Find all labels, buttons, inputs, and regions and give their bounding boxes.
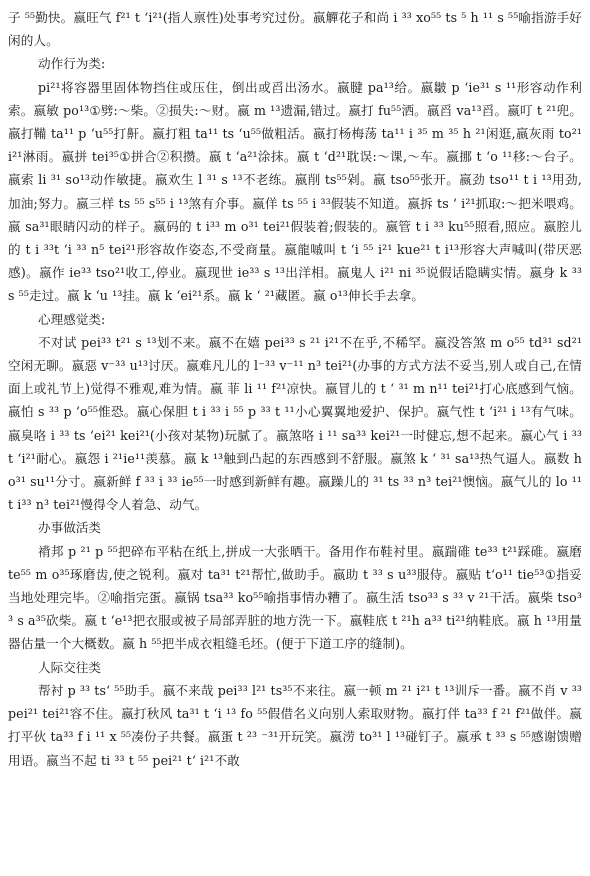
paragraph-actions: pi²¹将容器里固体物挡住或压住，倒出或舀出汤水。嬴腱 pa¹³给。嬴皺 p ‘ie³¹ s ¹¹形容动作利索。嬴敏 po¹³①劈:～柴。②损失:～财。嬴 m ¹³遗漏,错过。嬴打 fu⁵⁵洒。嬴舀 va¹³舀。嬴叮 t ²¹兜。嬴打鞴 ta¹¹ p ‘u⁵⁵打鼾。嬴打粗 ta¹¹ ts ‘u⁵⁵做粗活。嬴打杨梅荡 ta¹¹ i ³⁵ m ³⁵ h ²¹闲逛,嬴灰雨 to²¹ i²¹淋雨。嬴拼 tei³⁵①拼合②积攒。嬴 t ‘a²¹涂抹。嬴 t ‘d²¹耽误:～课,～车。嬴挪 t ‘o ¹¹移:～台子。嬴索 li ³¹ so¹³动作敏捷。嬴欢生 l ³¹ s ¹³不老练。嬴削 ts⁵⁵剁。嬴 tso⁵⁵张开。嬴劲 tso¹¹ t i ¹³用劲,加油;努力。嬴三样 ts ⁵⁵ s⁵⁵ i ¹³煞有介事。嬴佯 ts ⁵⁵ i ³³假装不知道。嬴拆 ts ‘ i²¹抓取:～把米喂鸡。嬴 sa³¹眼睛闪动的样子。嬴码的 t i³³ m o³¹ tei²¹假装着;假装的。嬴管 t i ³³ ku⁵⁵照看,照应。嬴腔儿的 t i ³³t ‘i ³³ n⁵ tei²¹形容故作姿态,不受商量。嬴龍嘁叫 t ‘i ⁵⁵ i²¹ kue²¹ t i¹³形容大声喊叫(带厌恶感)。嬴作 ie³³ tso²¹收工,停业。嬴现世 ie³³ s ¹³出洋相。嬴鬼人 i²¹ ni ³⁵说假话隐瞒实情。嬴身 k ³³ s ⁵⁵走过。嬴 k ‘u ¹³挂。嬴 k ‘ei²¹系。嬴 k ‘ ²¹藏匿。嬴 o¹³伸长手去拿。 bbox=[8, 79, 582, 304]
paragraph-intro: 子 ⁵⁵勤快。嬴旺气 f²¹ t ‘i²¹(指人禀性)处事考究过份。嬴觶花子和尚 i ³³ xo⁵⁵ ts ⁵ h ¹¹ s ⁵⁵喻指游手好闲的人。 bbox=[8, 10, 582, 49]
section-heading-psychology: 心理感觉类: bbox=[38, 311, 106, 327]
section-heading-work: 办事做活类 bbox=[38, 520, 101, 536]
paragraph-work: 褙邦 p ²¹ p ⁵⁵把碎布平粘在纸上,拼成一大张晒干。备用作布鞋衬里。嬴踹碓 te³³ t²¹踩碓。嬴磨 te⁵⁵ m o³⁵琢磨齿,使之锐利。嬴对 ta³¹ t²¹帮忙,做助手。嬴助 t ³³ s u³³服侍。嬴贴 t‘o¹¹ tie⁵³①指妥当地处理完毕。②喻指完蛋。嬴锅 tsa³³ ko⁵⁵喻指事情办糟了。嬴生活 tso³³ s ³³ v ²¹干活。嬴柴 tso³³ s a³⁵砍柴。嬴 t ‘e¹³把衣服或被子局部弄脏的地方洗一下。嬴鞋底 t ²¹h a³³ ti²¹纳鞋底。嬴 h ¹³用量器估量一个大概数。嬴 h ⁵⁵把半成衣粗缝毛坯。(便于下道工序的缝制)。 bbox=[8, 543, 582, 652]
paragraph-social: 帮衬 p ³³ ts‘ ⁵⁵助手。嬴不来哉 pei³³ l²¹ ts³⁵不来往。嬴一顿 m ²¹ i²¹ t ¹³训斥一番。嬴不肖 v ³³ pei²¹ tei²¹容不住。嬴打秋风 ta³¹ t ‘i ¹³ fo ⁵⁵假借名义向别人索取财物。嬴打伴 ta³³ f ²¹ f²¹做伴。嬴打平伙 ta³³ f i ¹¹ x ⁵⁵凑份子共餐。嬴蛋 t ²³ ⁻³¹开玩笑。嬴涝 to³¹ l ¹³碰钉子。嬴承 t ³³ s ⁵⁵感谢馈赠用语。嬴当不起 ti ³³ t ⁵⁵ pei²¹ t‘ i²¹不敢 bbox=[8, 682, 582, 768]
paragraph-psychology: 不对试 pei³³ t²¹ s ¹³划不来。嬴不在嬉 pei³³ s ²¹ i²¹不在乎,不稀罕。嬴没答煞 m o⁵⁵ td³¹ sd²¹空闲无聊。嬴惡 v⁻³³ u¹³讨厌。嬴难凡儿的 l⁻³³ v⁻¹¹ n³ tei²¹(办事的方式方法不妥当,别人或自己,在情面上或礼节上)觉得不雅观,难为情。嬴 菲 li ¹¹ f²¹凉快。嬴冒儿的 t ‘ ³¹ m n¹¹ tei²¹打心底感到气恼。嬴怕 s ³³ p ‘o⁵⁵惟恐。嬴心保胆 t i ³³ i ⁵⁵ p ³³ t ¹¹小心翼翼地爱护、保护。嬴气性 t ‘i²¹ i ¹³有气味。嬴臭咯 i ³³ ts ‘ei²¹ kei²¹(小孩对某物)玩腻了。嬴煞咯 i ¹¹ sa³³ kei²¹一时健忘,想不起来。嬴心气 i ³³ t ‘i²¹耐心。嬴怨 i ²¹ie¹¹羡慕。嬴 k ¹³触到凸起的东西感到不舒服。嬴煞 k ‘ ³¹ sa¹³热气逼人。嬴数 h o³¹ su¹¹分寸。嬴新鲜 f ³³ i ³³ ie⁵⁵一时感到新鲜有趣。嬴躁儿的 ³¹ ts ³³ n³ tei²¹懊恼。嬴气儿的 lo ¹¹ t i³³ n³ tei²¹慢得令人着急、动气。 bbox=[8, 334, 582, 513]
section-heading-social: 人际交往类 bbox=[38, 659, 101, 675]
section-heading-actions: 动作行为类: bbox=[38, 56, 106, 72]
